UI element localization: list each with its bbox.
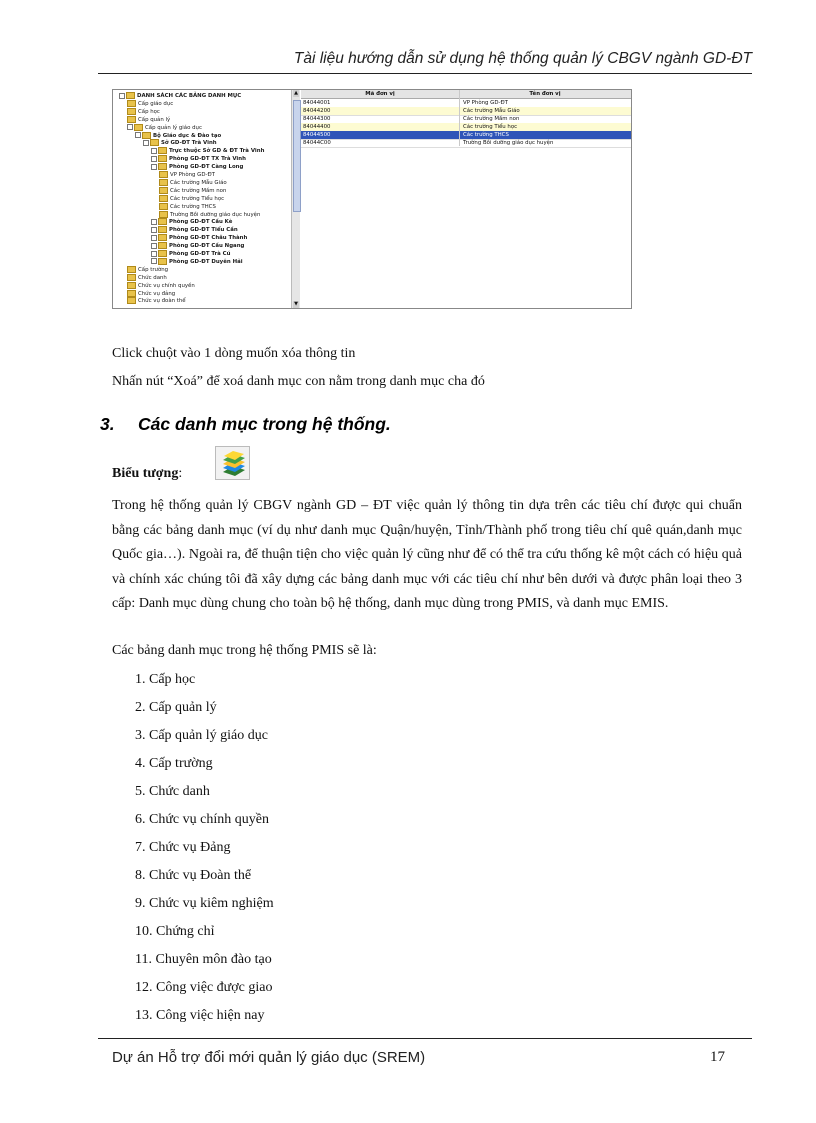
expand-toggle-icon[interactable] — [151, 258, 157, 264]
tree-node[interactable] — [127, 266, 168, 274]
expand-toggle-icon[interactable] — [119, 93, 125, 99]
intro-paragraph: Trong hệ thống quản lý CBGV ngành GD – ĐT việc quản lý thông tin dựa trên các tiêu chí được qui chuẩn bằng các bảng danh mục (ví dụ như danh mục Quận/huyện, Tỉnh/Thành phố trong tiêu chí quê quán,danh mục Quốc gia…). Ngoài ra, để thuận tiện cho việc quản lý cũng như để có thể tra cứu thống kê một cách có hiệu quả và chính xác chúng tôi đã xây dựng các bảng danh mục với các tiêu chí như bên dưới và được phân loại theo 3 cấp: Danh mục dùng chung cho toàn bộ hệ thống, danh mục dùng trong PMIS, và danh mục EMIS. — [112, 498, 742, 611]
scroll-thumb[interactable] — [293, 100, 301, 212]
tree-node-label: Trường Bồi dưỡng giáo dục huyện — [170, 211, 261, 218]
instruction-delete: Nhấn nút “Xoá” để xoá danh mục con nằm trong danh mục cha đó — [112, 374, 485, 389]
folder-icon — [158, 258, 167, 265]
expand-toggle-icon[interactable] — [151, 251, 157, 257]
tree-node[interactable] — [151, 234, 247, 242]
tree-node-label: Các trường Mẫu Giáo — [170, 179, 227, 186]
folder-icon — [158, 250, 167, 257]
tree-node-label: Phòng GD-ĐT Cầu Kè — [169, 219, 233, 226]
footer-project: Dự án Hỗ trợ đổi mới quản lý giáo dục (SREM) — [112, 1049, 426, 1066]
instruction-click: Click chuột vào 1 dòng muốn xóa thông tin — [112, 346, 356, 361]
expand-toggle-icon[interactable] — [151, 219, 157, 225]
tree-node-label: Các trường Mầm non — [170, 187, 227, 194]
cell-name: Các trường THCS — [463, 132, 509, 138]
expand-toggle-icon[interactable] — [151, 156, 157, 162]
tree-node-label: Các trường Tiểu học — [170, 195, 225, 202]
tree-node[interactable] — [159, 203, 216, 211]
tree-node[interactable] — [159, 179, 227, 187]
app-screenshot — [112, 89, 632, 309]
folder-icon — [127, 116, 136, 123]
folder-icon — [159, 211, 168, 218]
tree-node[interactable] — [159, 171, 215, 179]
footer-rule — [98, 1038, 752, 1039]
icon-caption: Biểu tượng: — [112, 466, 183, 481]
tree-node-label: Chức vụ chính quyền — [138, 282, 195, 289]
expand-toggle-icon[interactable] — [151, 227, 157, 233]
folder-icon — [127, 108, 136, 115]
column-divider — [459, 90, 460, 146]
tree-node-label: Phòng GD-ĐT TX Trà Vinh — [169, 156, 246, 163]
list-item: 10. Chứng chỉ — [135, 924, 215, 939]
list-item: 2. Cấp quản lý — [135, 700, 217, 715]
col-header-code[interactable]: Mã đơn vị — [365, 91, 395, 97]
tree-node-label: Phòng GD-ĐT Càng Long — [169, 164, 244, 171]
folder-icon — [158, 163, 167, 170]
tree-node[interactable] — [159, 195, 224, 203]
tree-node-label: Các trường THCS — [170, 203, 216, 210]
scroll-up-icon[interactable]: ▲ — [294, 90, 298, 96]
cell-name: Các trường Mẫu Giáo — [463, 108, 520, 114]
tree-node[interactable] — [127, 290, 175, 298]
tree-node[interactable] — [151, 250, 230, 258]
tree-node[interactable] — [159, 187, 226, 195]
expand-toggle-icon[interactable] — [151, 164, 157, 170]
col-header-name[interactable]: Tên đơn vị — [529, 91, 561, 97]
tree-node[interactable] — [127, 124, 202, 132]
grid-header — [301, 90, 631, 99]
tree-node-label: Trực thuộc Sở GD & ĐT Trà Vinh — [169, 148, 265, 155]
list-item: 1. Cấp học — [135, 672, 196, 687]
list-intro: Các bảng danh mục trong hệ thống PMIS sẽ là: — [112, 643, 377, 658]
cell-name: VP Phòng GD-ĐT — [463, 100, 508, 106]
tree-node[interactable] — [151, 155, 246, 163]
tree-node-label: Chức vụ đoàn thể — [138, 298, 186, 305]
icon-caption-label: Biểu tượng — [112, 466, 179, 481]
tree-node[interactable] — [127, 116, 170, 124]
table-row[interactable] — [301, 139, 631, 148]
tree-node[interactable] — [151, 258, 243, 266]
tree-node[interactable] — [127, 108, 160, 116]
folder-icon — [158, 218, 167, 225]
tree-node[interactable] — [151, 218, 232, 226]
tree-node-label: VP Phòng GD-ĐT — [170, 172, 215, 178]
folder-icon — [158, 147, 167, 154]
scroll-down-icon[interactable]: ▼ — [294, 301, 298, 307]
tree-node[interactable] — [127, 274, 167, 282]
folder-icon — [159, 187, 168, 194]
tree-node-label: Phòng GD-ĐT Tiểu Cần — [169, 227, 238, 234]
tree-node[interactable] — [151, 226, 238, 234]
tree-node-label: Cấp quản lý — [138, 116, 171, 123]
folder-icon — [158, 242, 167, 249]
tree-node[interactable] — [135, 132, 221, 140]
tree-node[interactable] — [127, 282, 195, 290]
folder-icon — [150, 139, 159, 146]
tree-node-label: Phòng GD-ĐT Duyên Hải — [169, 258, 243, 265]
tree-node-label: Cấp quản lý giáo dục — [145, 124, 202, 131]
expand-toggle-icon[interactable] — [151, 235, 157, 241]
folder-icon — [134, 124, 143, 131]
books-stack-icon[interactable] — [215, 446, 250, 480]
tree-scrollbar[interactable] — [291, 90, 300, 308]
cell-name: Trường Bồi dưỡng giáo dục huyện — [463, 140, 554, 146]
tree-node[interactable] — [143, 139, 217, 147]
list-item: 5. Chức danh — [135, 784, 210, 799]
tree-node-label: Sở GD-ĐT Trà Vinh — [161, 140, 217, 147]
tree-node-label: Cấp học — [138, 108, 160, 115]
category-tree — [113, 90, 291, 308]
tree-node-label: Chức danh — [138, 274, 167, 281]
folder-icon — [127, 266, 136, 273]
expand-toggle-icon[interactable] — [151, 148, 157, 154]
tree-node-label: DANH SÁCH CÁC BẢNG DANH MỤC — [137, 93, 242, 99]
expand-toggle-icon[interactable] — [143, 140, 149, 146]
section-title: Các danh mục trong hệ thống. — [138, 414, 391, 434]
list-item: 6. Chức vụ chính quyền — [135, 812, 269, 827]
expand-toggle-icon[interactable] — [151, 243, 157, 249]
tree-node[interactable] — [151, 163, 243, 171]
tree-node-label: Phòng GD-ĐT Cầu Ngang — [169, 243, 245, 250]
list-item: 3. Cấp quản lý giáo dục — [135, 728, 268, 743]
section-heading — [100, 414, 391, 435]
folder-icon — [159, 195, 168, 202]
cell-code: 84044200 — [303, 108, 331, 114]
cell-code: 84044001 — [303, 100, 331, 106]
folder-icon — [159, 203, 168, 210]
section-number: 3. — [100, 414, 115, 434]
tree-node[interactable] — [151, 242, 244, 250]
cell-name: Các trường Mầm non — [463, 116, 520, 122]
unit-grid — [301, 90, 631, 308]
folder-icon — [158, 155, 167, 162]
folder-icon — [127, 274, 136, 281]
tree-node-label: Chức vụ đảng — [138, 290, 176, 297]
cell-code: 84044300 — [303, 116, 331, 122]
list-item: 7. Chức vụ Đảng — [135, 840, 231, 855]
tree-node[interactable] — [127, 297, 186, 305]
cell-code: 84044C00 — [303, 140, 331, 146]
folder-icon — [127, 297, 136, 304]
list-item: 9. Chức vụ kiêm nghiệm — [135, 896, 274, 911]
cell-code: 84044400 — [303, 124, 331, 130]
tree-node-label: Cấp giáo dục — [138, 100, 174, 107]
tree-node[interactable] — [151, 147, 264, 155]
list-item: 8. Chức vụ Đoàn thể — [135, 868, 252, 883]
expand-toggle-icon[interactable] — [127, 124, 133, 130]
tree-node[interactable] — [119, 92, 241, 100]
tree-node-label: Bộ Giáo dục & Đào tạo — [153, 132, 222, 139]
list-item: 12. Công việc được giao — [135, 980, 273, 995]
folder-icon — [159, 171, 168, 178]
list-item: 4. Cấp trường — [135, 756, 213, 771]
cell-code: 84044500 — [303, 132, 331, 138]
list-item: 11. Chuyên môn đào tạo — [135, 952, 272, 967]
folder-icon — [127, 100, 136, 107]
tree-node[interactable] — [127, 100, 173, 108]
tree-node-label: Cấp trường — [138, 266, 169, 273]
folder-icon — [158, 226, 167, 233]
cell-name: Các trường Tiểu học — [463, 124, 518, 130]
list-item: 13. Công việc hiện nay — [135, 1008, 265, 1023]
tree-node-label: Phòng GD-ĐT Trà Cú — [169, 251, 231, 257]
folder-icon — [126, 92, 135, 99]
folder-icon — [127, 282, 136, 289]
folder-icon — [142, 132, 151, 139]
folder-icon — [127, 290, 136, 297]
tree-node[interactable] — [159, 211, 260, 219]
page-number: 17 — [710, 1049, 725, 1065]
folder-icon — [159, 179, 168, 186]
header-rule — [98, 73, 752, 74]
folder-icon — [158, 234, 167, 241]
page-header: Tài liệu hướng dẫn sử dụng hệ thống quản lý CBGV ngành GD-ĐT — [293, 50, 752, 67]
expand-toggle-icon[interactable] — [135, 132, 141, 138]
tree-node-label: Phòng GD-ĐT Châu Thành — [169, 235, 248, 242]
category-list — [135, 671, 274, 1035]
